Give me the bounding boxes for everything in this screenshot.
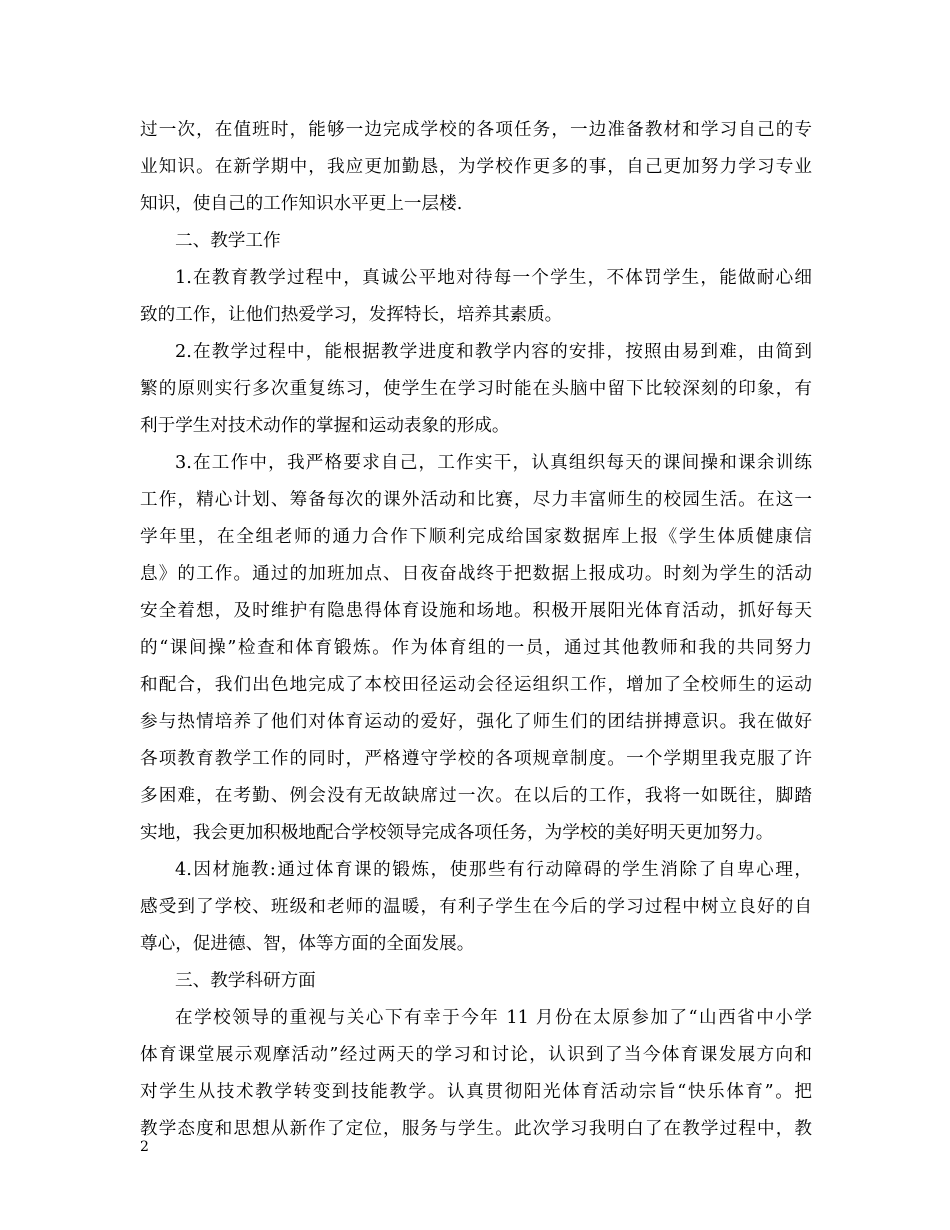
text-line: 体育课堂展示观摩活动”经过两天的学习和讨论，认识到了当今体育课发展方向和 [140,1045,812,1065]
text-line: 和配合，我们出色地完成了本校田径运动会径运组织工作，增加了全校师生的运动 [140,675,812,695]
text-line: 参与热情培养了他们对体育运动的爱好，强化了师生们的团结拼搏意识。我在做好 [140,712,812,732]
text-line: 工作，精心计划、筹备每次的课外活动和比赛，尽力丰富师生的校园生活。在这一 [140,490,812,510]
document-body [140,112,812,1148]
text-line: 感受到了学校、班级和老师的温暖，有利子学生在今后的学习过程中树立良好的自 [140,897,812,917]
text-line: 4.因材施教:通过体育课的锻炼，使那些有行动障碍的学生消除了自卑心理， [175,860,812,880]
text-line: 教学态度和思想从新作了定位，服务与学生。此次学习我明白了在教学过程中，教 [140,1119,812,1139]
text-line: 学年里，在全组老师的通力合作下顺利完成给国家数据库上报《学生体质健康信 [140,527,812,547]
text-line: 尊心，促进德、智，体等方面的全面发展。 [140,934,475,954]
text-line: 3.在工作中，我严格要求自己，工作实干，认真组织每天的课间操和课余训练 [175,453,812,473]
text-line: 在学校领导的重视与关心下有幸于今年 11 月份在太原参加了“山西省中小学 [175,1008,812,1028]
text-line: 利于学生对技术动作的掌握和运动表象的形成。 [140,416,510,436]
text-line: 三、教学科研方面 [175,971,316,991]
text-line: 实地，我会更加积极地配合学校领导完成各项任务，为学校的美好明天更加努力。 [140,823,774,843]
text-line: 二、教学工作 [175,231,281,251]
text-line: 息》的工作。通过的加班加点、日夜奋战终于把数据上报成功。时刻为学生的活动 [140,564,812,584]
text-line: 对学生从技术教学转变到技能教学。认真贯彻阳光体育活动宗旨“快乐体育”。把 [140,1082,812,1102]
text-line: 业知识。在新学期中，我应更加勤恳，为学校作更多的事，自己更加努力学习专业 [140,157,812,177]
text-line: 的“课间操”检查和体育锻炼。作为体育组的一员，通过其他教师和我的共同努力 [140,638,812,658]
text-line: 1.在教育教学过程中，真诚公平地对待每一个学生，不体罚学生，能做耐心细 [175,268,812,288]
text-line: 各项教育教学工作的同时，严格遵守学校的各项规章制度。一个学期里我克服了许 [140,749,812,769]
text-line: 多困难，在考勤、例会没有无故缺席过一次。在以后的工作，我将一如既往，脚踏 [140,786,812,806]
text-line: 繁的原则实行多次重复练习，使学生在学习时能在头脑中留下比较深刻的印象，有 [140,379,812,399]
text-line: 过一次，在值班时，能够一边完成学校的各项任务，一边准备教材和学习自己的专 [140,120,812,140]
text-line: 致的工作，让他们热爱学习，发挥特长，培养其素质。 [140,305,563,325]
text-line: 安全着想，及时维护有隐患得体育设施和场地。积极开展阳光体育活动，抓好每天 [140,601,812,621]
text-line: 2.在教学过程中，能根据教学进度和教学内容的安排，按照由易到难，由简到 [175,342,812,362]
text-line: 知识，使自己的工作知识水平更上一层楼. [140,194,463,214]
page-number: 2 [140,1139,149,1155]
